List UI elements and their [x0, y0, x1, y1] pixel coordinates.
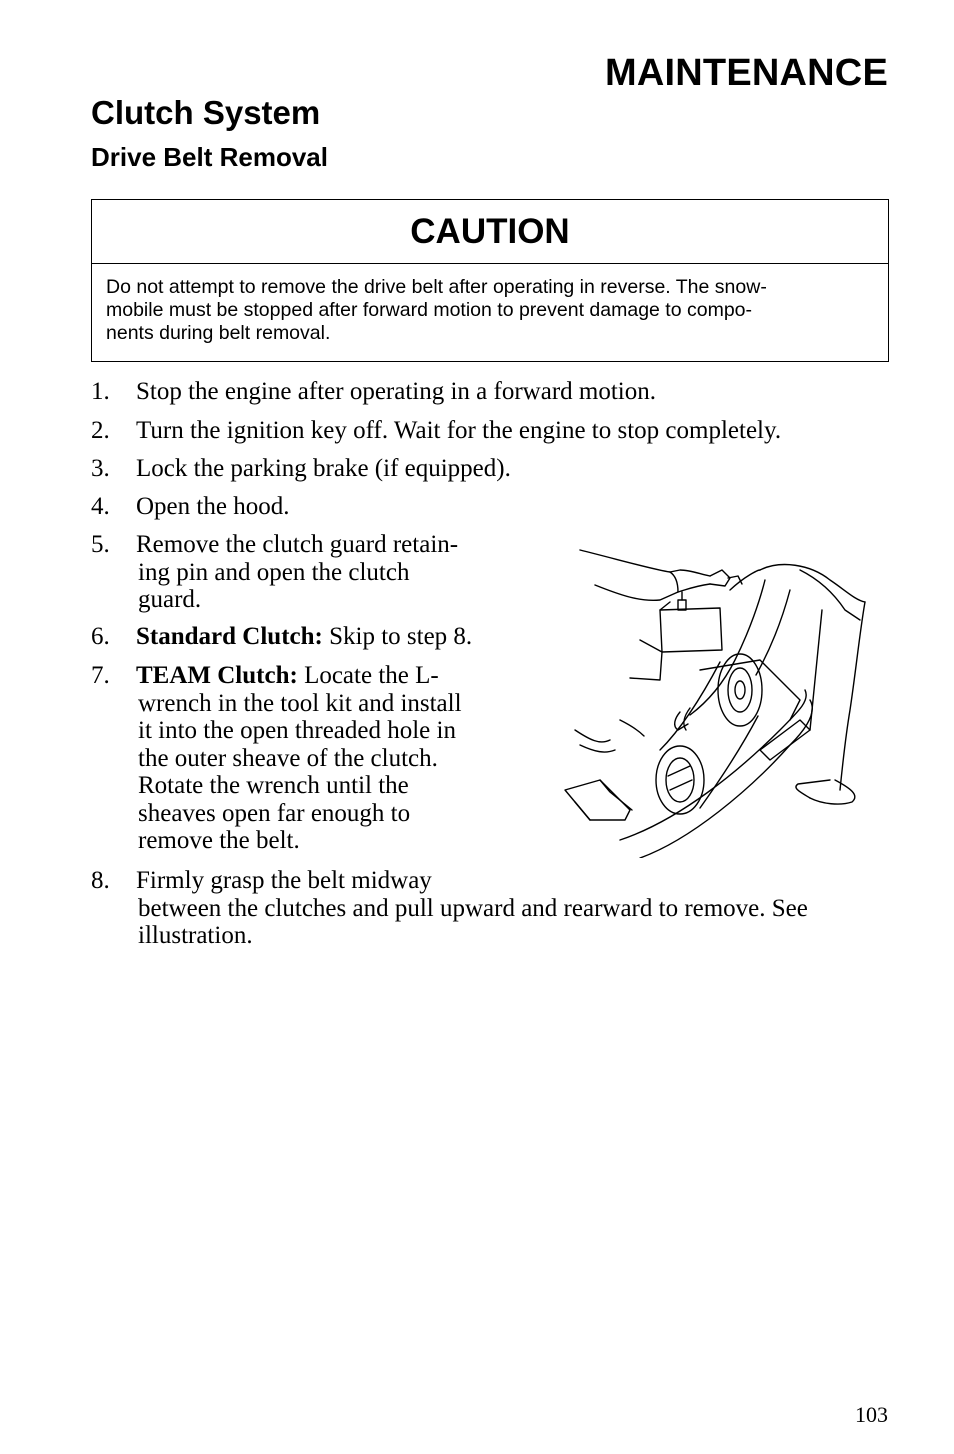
step-text: wrench in the tool kit and install [138, 689, 462, 717]
step-text: Lock the parking brake (if equipped). [136, 455, 511, 482]
step-label: TEAM Clutch: [136, 662, 298, 689]
step-text: Rotate the wrench until the [138, 772, 409, 799]
step-number: 7. [91, 662, 110, 689]
step-number: 5. [91, 531, 110, 558]
step-label: Standard Clutch: [136, 623, 323, 650]
step-text: Stop the engine after operating in a forward motion. [136, 378, 656, 405]
step-number: 3. [91, 455, 110, 482]
page-number: 103 [855, 1402, 888, 1427]
step-text: illustration. [138, 922, 253, 949]
step-number: 4. [91, 493, 110, 520]
belt-removal-illustration [560, 540, 890, 858]
step-number: 1. [91, 378, 110, 405]
caution-line: Do not attempt to remove the drive belt after operating in reverse. The snow- [106, 276, 767, 298]
step-text: Open the hood. [136, 493, 290, 520]
step-number: 2. [91, 417, 110, 444]
step-text: Skip to step 8. [322, 623, 473, 650]
step-number: 6. [91, 623, 110, 650]
step-text: sheaves open far enough to [138, 799, 411, 827]
step-text: the outer sheave of the clutch. [138, 744, 438, 772]
caution-line: nents during belt removal. [106, 322, 331, 344]
step-text: Firmly grasp the belt midway [136, 867, 432, 894]
step-text: remove the belt. [138, 827, 300, 854]
step-text: Turn the ignition key off. Wait for the engine to stop completely. [136, 417, 782, 444]
caution-text [92, 264, 888, 345]
subsection-title: Drive Belt Removal [91, 142, 328, 172]
step-number: 8. [91, 867, 110, 894]
step-text: Locate the L- [297, 662, 439, 689]
caution-title: CAUTION [92, 200, 888, 264]
step-text: it into the open threaded hole in [138, 717, 456, 744]
caution-line: mobile must be stopped after forward motion to prevent damage to compo- [106, 299, 753, 321]
section-title: Clutch System [91, 94, 321, 131]
step-text: ing pin and open the clutch [138, 558, 410, 586]
step-text: Remove the clutch guard retain- [136, 531, 459, 558]
chapter-header: MAINTENANCE [605, 52, 888, 94]
step-text: guard. [138, 586, 202, 613]
caution-box [91, 199, 889, 362]
step-text: between the clutches and pull upward and rearward to remove. See [138, 894, 808, 922]
